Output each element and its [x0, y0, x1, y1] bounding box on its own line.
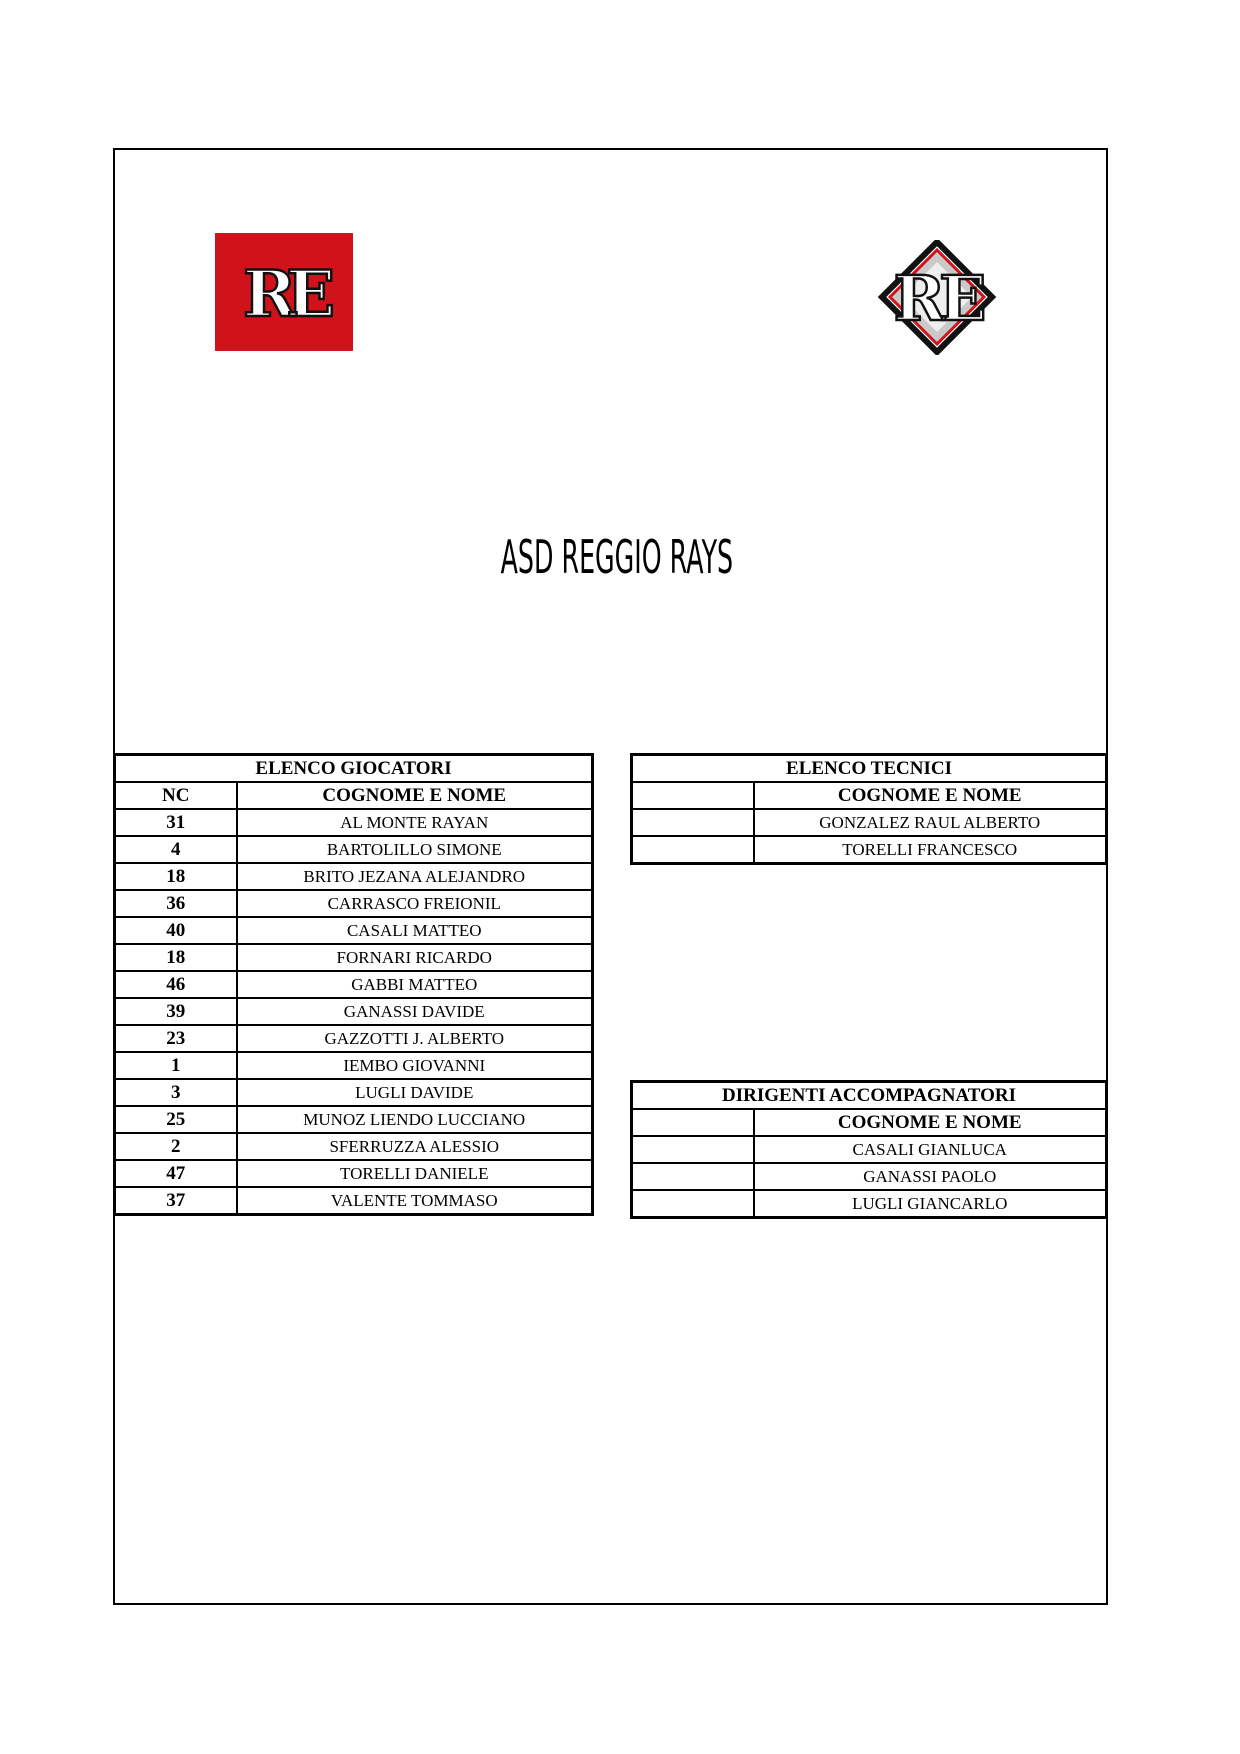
- page-title: ASD REGGIO RAYS: [500, 530, 734, 584]
- empty-cell: [632, 782, 754, 809]
- svg-text:RE: RE: [893, 262, 981, 335]
- player-number: 3: [115, 1079, 237, 1106]
- table-row: [115, 863, 593, 890]
- player-name: LUGLI DAVIDE: [237, 1079, 593, 1106]
- player-name: GABBI MATTEO: [237, 971, 593, 998]
- player-number: 37: [115, 1187, 237, 1215]
- table-row: [115, 998, 593, 1025]
- table-row: [115, 1133, 593, 1160]
- table-row: [115, 1106, 593, 1133]
- manager-name: CASALI GIANLUCA: [754, 1136, 1107, 1163]
- player-number: 46: [115, 971, 237, 998]
- empty-cell: [632, 836, 754, 864]
- table-row: [115, 1052, 593, 1079]
- table-row: [632, 1136, 1107, 1163]
- managers-heading: DIRIGENTI ACCOMPAGNATORI: [632, 1082, 1107, 1110]
- team-logo-right: [870, 240, 1005, 355]
- svg-text:RE: RE: [243, 257, 325, 332]
- team-logo-left: [215, 233, 353, 351]
- table-row: [115, 890, 593, 917]
- players-column-header-row: [115, 782, 593, 809]
- players-heading-row: [115, 755, 593, 783]
- player-number: 36: [115, 890, 237, 917]
- coach-name: GONZALEZ RAUL ALBERTO: [754, 809, 1107, 836]
- column-header-name: COGNOME E NOME: [754, 782, 1107, 809]
- table-row: [115, 1187, 593, 1215]
- table-row: [115, 836, 593, 863]
- player-name: IEMBO GIOVANNI: [237, 1052, 593, 1079]
- player-number: 47: [115, 1160, 237, 1187]
- player-name: CASALI MATTEO: [237, 917, 593, 944]
- player-number: 1: [115, 1052, 237, 1079]
- empty-cell: [632, 1190, 754, 1218]
- coach-name: TORELLI FRANCESCO: [754, 836, 1107, 864]
- table-row: [115, 1025, 593, 1052]
- player-name: AL MONTE RAYAN: [237, 809, 593, 836]
- empty-cell: [632, 1163, 754, 1190]
- player-number: 23: [115, 1025, 237, 1052]
- table-row: [632, 836, 1107, 864]
- player-number: 18: [115, 863, 237, 890]
- player-number: 39: [115, 998, 237, 1025]
- empty-cell: [632, 1136, 754, 1163]
- player-name: FORNARI RICARDO: [237, 944, 593, 971]
- table-row: [115, 944, 593, 971]
- player-name: BRITO JEZANA ALEJANDRO: [237, 863, 593, 890]
- player-number: 31: [115, 809, 237, 836]
- player-name: BARTOLILLO SIMONE: [237, 836, 593, 863]
- managers-heading-row: [632, 1082, 1107, 1110]
- managers-table: [630, 1080, 1108, 1219]
- table-row: [115, 1160, 593, 1187]
- empty-cell: [632, 809, 754, 836]
- table-row: [115, 809, 593, 836]
- player-name: MUNOZ LIENDO LUCCIANO: [237, 1106, 593, 1133]
- table-row: [632, 1190, 1107, 1218]
- table-row: [115, 917, 593, 944]
- player-number: 25: [115, 1106, 237, 1133]
- players-table: [113, 753, 594, 1216]
- player-name: TORELLI DANIELE: [237, 1160, 593, 1187]
- player-number: 2: [115, 1133, 237, 1160]
- manager-name: LUGLI GIANCARLO: [754, 1190, 1107, 1218]
- table-row: [632, 809, 1107, 836]
- player-number: 40: [115, 917, 237, 944]
- coaches-heading-row: [632, 755, 1107, 783]
- table-row: [115, 1079, 593, 1106]
- table-row: [115, 971, 593, 998]
- player-name: SFERRUZZA ALESSIO: [237, 1133, 593, 1160]
- player-name: CARRASCO FREIONIL: [237, 890, 593, 917]
- managers-column-header-row: [632, 1109, 1107, 1136]
- coaches-heading: ELENCO TECNICI: [632, 755, 1107, 783]
- empty-cell: [632, 1109, 754, 1136]
- player-name: GANASSI DAVIDE: [237, 998, 593, 1025]
- player-number: 4: [115, 836, 237, 863]
- manager-name: GANASSI PAOLO: [754, 1163, 1107, 1190]
- player-name: GAZZOTTI J. ALBERTO: [237, 1025, 593, 1052]
- table-row: [632, 1163, 1107, 1190]
- player-number: 18: [115, 944, 237, 971]
- players-heading: ELENCO GIOCATORI: [115, 755, 593, 783]
- column-header-name: COGNOME E NOME: [237, 782, 593, 809]
- player-name: VALENTE TOMMASO: [237, 1187, 593, 1215]
- column-header-nc: NC: [115, 782, 237, 809]
- coaches-table: [630, 753, 1108, 865]
- coaches-column-header-row: [632, 782, 1107, 809]
- column-header-name: COGNOME E NOME: [754, 1109, 1107, 1136]
